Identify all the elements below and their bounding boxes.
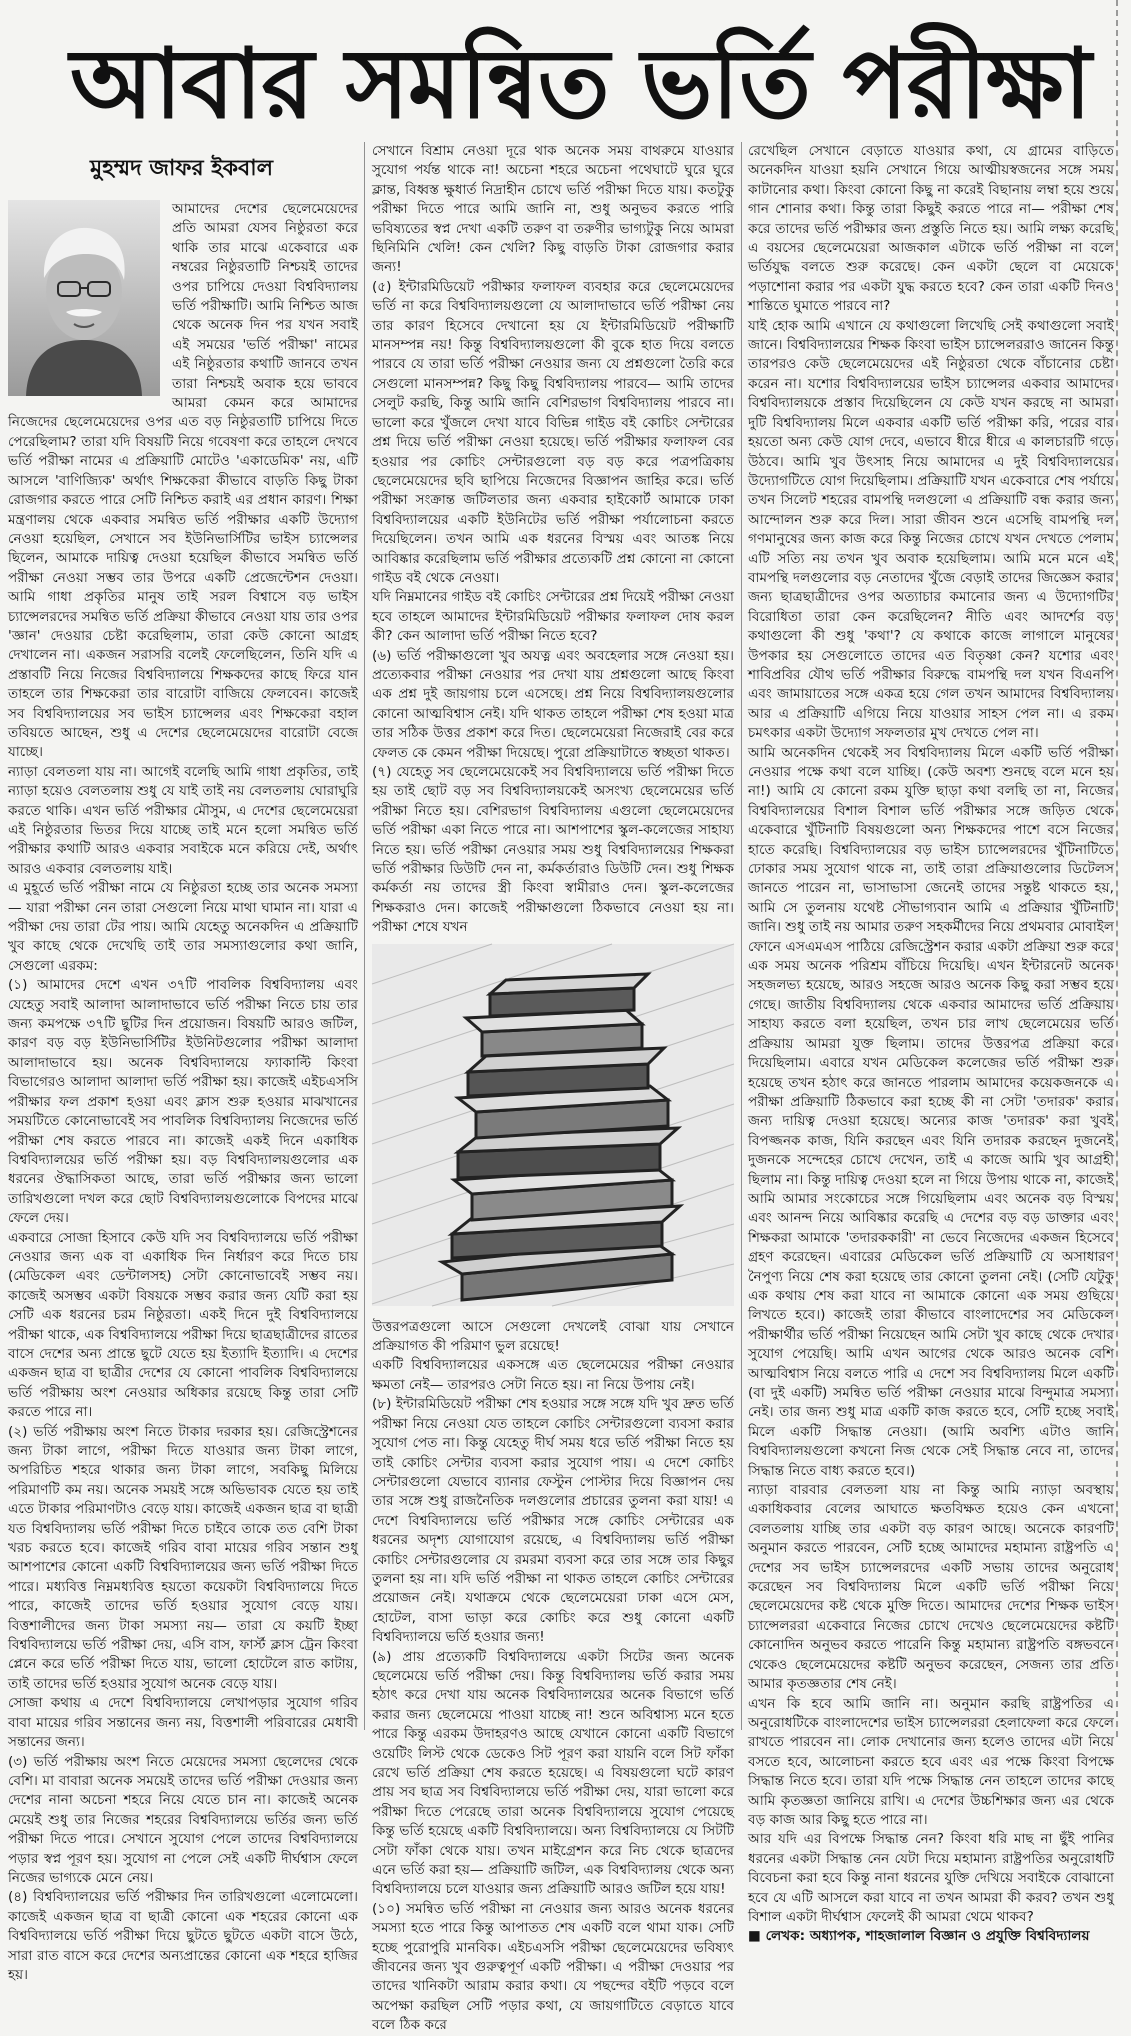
column-divider (364, 142, 365, 1730)
paragraph: রেখেছিল সেখানে বেড়াতে যাওয়ার কথা, যে গ্রামের বাড়িতে অনেকদিন যাওয়া হয়নি সেখানে গিয়ে আত্মীয়স্বজনের সঙ্গে সময় কাটানোর কথা। কিংবা কোনো কিছু না করেই বিছানায় লম্বা হয়ে শুয়ে গান শোনার কথা। কিন্তু তারা কিছুই করতে পারে না— পরীক্ষা শেষ করে তাদের ভর্তি পরীক্ষার জন্য প্রস্তুতি নিতে হয়। আমি লক্ষ্য করেছি এ বয়সের ছেলেমেয়েরা আজকাল এটাকে ভর্তি পরীক্ষা না বলে ভর্তিযুদ্ধ বলতে শুরু করেছে। কেন একটা ছেলে বা মেয়েকে পড়াশোনা করার পর একটা যুদ্ধ করতে হবে? কেন তারা একটি দিনও শান্তিতে ঘুমাতে পারবে না? (748, 143, 1114, 315)
paragraph: (৩) ভর্তি পরীক্ষায় অংশ নিতে মেয়েদের সমস্যা ছেলেদের থেকে বেশি। মা বাবারা অনেক সময়েই তাদের ভর্তি পরীক্ষা দেওয়ার জন্য দেশের নানা অচেনা শহরে নিয়ে যেতে চান না। কাজেই অনেক মেয়েই শুধু তার নিজের শহরের বিশ্ববিদ্যালয়ে ভর্তির জন্য ভর্তি পরীক্ষা দিতে পারে। সেখানে সুযোগ পেলে তাদের বিশ্ববিদ্যালয়ে পড়ার স্বপ্ন পূরণ হয়। সুযোগ না পেলে সেই একটি দীর্ঘশ্বাস ফেলে নিজের ভাগ্যকে মেনে নেয়। (8, 1753, 358, 1886)
paragraph: এখন কি হবে আমি জানি না। অনুমান করছি রাষ্ট্রপতির এ অনুরোধটিকে বাংলাদেশের ভাইস চ্যান্সেলররা হেলাফেলা করে ফেলে রাখতে পারবেন না। লোক দেখানোর জন্য হলেও তাদের এটা নিয়ে বসতে হবে, আলোচনা করতে হবে এবং এর পক্ষে কিংবা বিপক্ষে সিদ্ধান্ত নিতে হবে। তারা যদি পক্ষে সিদ্ধান্ত নেন তাহলে তাদের কাছে আমি কৃতজ্ঞতা জানিয়ে রাখি। এ দেশের উচ্চশিক্ষার জন্য এর থেকে বড় কাজ আর কিছু হতে পারে না। (748, 1695, 1114, 1828)
author-byline: মুহম্মদ জাফর ইকবাল (90, 155, 274, 181)
paragraph: উত্তরপত্রগুলো আসে সেগুলো দেখলেই বোঝা যায় সেখানে প্রক্রিয়াগত কী পরিমাণ ভুল রয়েছে! (372, 1318, 734, 1355)
paragraph: আমি অনেকদিন থেকেই সব বিশ্ববিদ্যালয় মিলে একটি ভর্তি পরীক্ষা নেওয়ার পক্ষে কথা বলে যাচ্ছি। (কেউ অবশ্য শুনছে বলে মনে হয় না!) আমি যে কোনো রকম যুক্তি ছাড়া কথা বলছি তা না, নিজের বিশ্ববিদ্যালয়ের বিশাল বিশাল ভর্তি পরীক্ষার সঙ্গে জড়িত থেকে একেবারে খুঁটিনাটি বিষয়গুলো অন্য শিক্ষকদের পাশে বসে নিজের হাতে করেছি। বিশ্ববিদ্যালয়ের বড় ভাইস চ্যান্সেলরদের খুঁটিনাটিতে ঢোকার সময় সুযোগ থাকে না, তাই তারা প্রক্রিয়াগুলোর ডিটেলস জানতে পারেন না, ভাসাভাসা জেনেই তাদের সন্তুষ্ট থাকতে হয়, আমি সে তুলনায় যথেষ্ট সৌভাগ্যবান আমি এ প্রক্রিয়ার খুঁটিনাটি জানি। শুধু তাই নয় আমার তরুণ সহকর্মীদের নিয়ে প্রথমবার মোবাইল ফোনে এসএমএস পাঠিয়ে রেজিস্ট্রেশন করার একটা প্রক্রিয়া শুরু করে এক সময় অনেক পরিশ্রম বাঁচিয়ে দিয়েছি। এখন ইন্টারনেট অনেক সহজলভ্য হয়েছে, আরও সহজে আরও অনেক কিছু করা সম্ভব হয়ে গেছে। জাতীয় বিশ্ববিদ্যালয় থেকে একবার আমাদের ভর্তি প্রক্রিয়ায় সাহায্য করতে বলা হয়েছিল, তখন চার লাখ ছেলেমেয়ের ভর্তি প্রক্রিয়ায় আমরা যুক্ত ছিলাম। তাদের উত্তরপত্র প্রক্রিয়া করে দিয়েছিলাম। এবারে যখন মেডিকেল কলেজের ভর্তি পরীক্ষা শুরু হয়েছে তখন হঠাৎ করে জানতে পারলাম আমাদের কয়েকজনকে এ পরীক্ষা প্রক্রিয়াটি ঠিকভাবে করা হচ্ছে কী না সেটা 'তদারক' করার জন্য দায়িত্ব দেওয়া হয়েছে। অন্যের কাজ 'তদারক' করা খুবই বিপজ্জনক কাজ, যিনি করছেন এবং যিনি তদারক করছেন দুজনেই দুজনকে সন্দেহের চোখে দেখেন, তাই এ কাজে আমি খুব আগ্রহী ছিলাম না। কিন্তু দায়িত্ব দেওয়া হলে না গিয়ে উপায় থাকে না, কাজেই আমি আমার সংকোচের সঙ্গে গিয়েছিলাম এবং অনেক বড় বিস্ময় এবং আনন্দ নিয়ে আবিষ্কার করেছি এ দেশের বড় বড় ডাক্তার এবং শিক্ষকরা আমাকে 'তদারককারী' না ভেবে নিজেদের একজন হিসেবে গ্রহণ করেছেন। এবারের মেডিকেল ভর্তি প্রক্রিয়াটি যে অসাধারণ নৈপুণ্য নিয়ে শেষ করা হয়েছে তার কোনো তুলনা নেই। (সেটি যেটুকু এক কথায় শেষ করা যাবে না আমাকে কোনো এক সময় গুছিয়ে লিখতে হবে।) কাজেই তারা কীভাবে বাংলাদেশের সব মেডিকেল পরীক্ষার্থীর ভর্তি পরীক্ষা নিয়েছেন আমি সেটা খুব কাছে থেকে দেখার সুযোগ পেয়েছি। আমি এখন আগের থেকে আরও অনেক বেশি আত্মবিশ্বাস নিয়ে বলতে পারি এ দেশে সব বিশ্ববিদ্যালয় মিলে একটি (বা দুই একটি) সমন্বিত ভর্তি পরীক্ষা নেওয়ার মাঝে বিন্দুমাত্র সমস্যা নেই। তার জন্য শুধু মাত্র একটি কাজ করতে হবে, সেটি হচ্ছে সবাই মিলে একটি সিদ্ধান্ত নেওয়া। (আমি অবশ্যি এটাও জানি বিশ্ববিদ্যালয়গুলো কখনো নিজ থেকে সেই সিদ্ধান্ত নেবে না, তাদের সিদ্ধান্ত নিতে বাধ্য করতে হবে।) (748, 744, 1115, 1479)
paragraph: (৬) ভর্তি পরীক্ষাগুলো খুব অযত্ন এবং অবহেলার সঙ্গে নেওয়া হয়। প্রত্যেকবার পরীক্ষা নেওয়ার পর দেখা যায় প্রশ্নগুলো আছে কিংবা এক প্রশ্ন দুই জায়গায় চলে এসেছে। প্রশ্ন নিয়ে বিশ্ববিদ্যালয়গুলোর কোনো আত্মবিশ্বাস নেই। যদি থাকত তাহলে পরীক্ষা শেষ হওয়া মাত্র তার সঠিক উত্তর প্রকাশ করে দিত। ছেলেমেয়েরা নিজেরাই বের করে ফেলত কে কেমন পরীক্ষা দিয়েছে। পুরো প্রক্রিয়াটাতে স্বচ্ছতা থাকত। (372, 647, 734, 761)
paragraph: (১) আমাদের দেশে এখন ৩৭টি পাবলিক বিশ্ববিদ্যালয় এবং যেহেতু সবাই আলাদা আলাদাভাবে ভর্তি পরীক্ষা নিতে চায় তার জন্য কমপক্ষে ৩৭টি ছুটির দিন প্রয়োজন। বিষয়টি আরও জটিল, কারণ বড় বড় ইউনিভার্সিটির ইউনিটগুলোর পরীক্ষা আলাদা আলাদাভাবে হয়। অনেক বিশ্ববিদ্যালয়ে ফ্যাকাল্টি কিংবা বিভাগেরও আলাদা আলাদা ভর্তি পরীক্ষা হয়। কাজেই এইচএসসি পরীক্ষার ফল প্রকাশ হওয়া এবং ক্লাস শুরু হওয়ার মাঝখানের সময়টিতে কোনোভাবেই সব পাবলিক বিশ্ববিদ্যালয় নিজেদের ভর্তি পরীক্ষা শেষ করতে পারবে না। কাজেই একই দিনে একাধিক বিশ্ববিদ্যালয়ের ভর্তি পরীক্ষা হয়। বড় বিশ্ববিদ্যালয়গুলোর এক ধরনের ঔদ্ধাসিকতা আছে, তারা ভর্তি পরীক্ষার জন্য ভালো তারিখগুলো দখল করে ছোট বিশ্ববিদ্যালয়গুলোকে বিপদের মাঝে ফেলে দেয়। (8, 977, 358, 1227)
article-column-1 (8, 200, 358, 1983)
page-edge-rule (1116, 0, 1118, 1737)
paragraph: সোজা কথায় এ দেশে বিশ্ববিদ্যালয়ে লেখাপড়ার সুযোগ গরিব বাবা মায়ের গরিব সন্তানের জন্য নয়, বিত্তশালী পরিবারের মেধাবী সন্তানের জন্য। (8, 1695, 358, 1751)
stack-of-books-illustration (372, 944, 734, 1306)
paragraph: (৫) ইন্টারমিডিয়েট পরীক্ষার ফলাফল ব্যবহার করে ছেলেমেয়েদের ভর্তি না করে বিশ্ববিদ্যালয়গুলো যে আলাদাভাবে ভর্তি পরীক্ষা নেয় তার কারণ হিসেবে দেখানো হয় যে ইন্টারমিডিয়েট পরীক্ষাটি মানসম্পন্ন নয়! কিন্তু বিশ্ববিদ্যালয়গুলো কী বুকে হাত দিয়ে বলতে পারবে যে তারা ভর্তি পরীক্ষা নেওয়ার জন্য যে প্রশ্নগুলো তৈরি করে সেগুলো মানসম্পন্ন? কিছু কিছু বিশ্ববিদ্যালয় পারবে— আমি তাদের সেলুট করছি, কিন্তু আমি জানি বেশিরভাগ বিশ্ববিদ্যালয় পারবে না। ভালো করে খুঁজলে দেখা যাবে বিভিন্ন গাইড বই কোচিং সেন্টারের প্রশ্ন দিয়ে ভর্তি পরীক্ষা নেওয়া হয়েছে। ভর্তি পরীক্ষার ফলাফল বের হওয়ার পর কোচিং সেন্টারগুলো বড় বড় করে পত্রপত্রিকায় ছেলেমেয়েদের ছবি ছাপিয়ে নিজেদের বিজ্ঞাপন জাহির করে। ভর্তি পরীক্ষা সংক্রান্ত জটিলতার জন্য একবার হাইকোর্ট আমাকে ঢাকা বিশ্ববিদ্যালয়ের একটি ইউনিটের ভর্তি পরীক্ষা পর্যালোচনা করতে দিয়েছিলেন। তখন আমি এক ধরনের বিস্ময় এবং আতঙ্ক নিয়ে আবিষ্কার করেছিলাম ভর্তি পরীক্ষার প্রত্যেকটি প্রশ্ন কোনো না কোনো গাইড বই থেকে নেওয়া। (372, 278, 734, 586)
paragraph: একবারে সোজা হিসাবে কেউ যদি সব বিশ্ববিদ্যালয়ে ভর্তি পরীক্ষা নেওয়ার জন্য এক বা একাধিক দিন নির্ধারণ করে দিতে চায় (মেডিকেল এবং ডেন্টালসহ) সেটা কোনোভাবেই সম্ভব নয়। কাজেই অসম্ভব একটা বিষয়কে সম্ভব করার জন্য যেটি করা হয় সেটি এক ধরনের চরম নিষ্ঠুরতা। একই দিনে দুই বিশ্ববিদ্যালয়ে পরীক্ষা থাকে, এক বিশ্ববিদ্যালয়ে পরীক্ষা দিয়ে ছাত্রছাত্রীদের রাতের বাসে দেশের অন্য প্রান্তে ছুটে যেতে হয় ইত্যাদি ইত্যাদি। এ দেশের একজন ছাত্র বা ছাত্রীর দেশের যে কোনো পাবলিক বিশ্ববিদ্যালয়ে ভর্তি পরীক্ষায় অংশ নেওয়ার অধিকার রয়েছে কিন্তু তারা সেটি করতে পারে না। (8, 1229, 358, 1421)
author-note: ■ লেখক: অধ্যাপক, শাহজালাল বিজ্ঞান ও প্রযুক্তি বিশ্ববিদ্যালয় (748, 1928, 1090, 1945)
article-headline: আবার সমন্বিত ভর্তি পরীক্ষা (70, 27, 1091, 140)
paragraph: (২) ভর্তি পরীক্ষায় অংশ নিতে টাকার দরকার হয়। রেজিস্ট্রেশনের জন্য টাকা লাগে, পরীক্ষা দিতে যাওয়ার জন্য টাকা লাগে, অপরিচিত শহরে থাকার জন্য টাকা লাগে, সবকিছু মিলিয়ে পরিমাণটি কম নয়। অনেক সময়ই সঙ্গে অভিভাবক যেতে হয় তাই এতে টাকার পরিমাণটাও বেড়ে যায়। কাজেই একজন ছাত্র বা ছাত্রী যত বিশ্ববিদ্যালয় ভর্তি পরীক্ষা দিতে চাইবে তাকে তত বেশি টাকা খরচ করতে হবে। কাজেই গরিব বাবা মায়ের গরিব সন্তান শুধু আশপাশের কোনো একটি বিশ্ববিদ্যালয়ের জন্য ভর্তি পরীক্ষা দিতে পারে। মধ্যবিত্ত নিম্নমধ্যবিত্ত হয়তো কয়েকটা বিশ্ববিদ্যালয়ে দিতে পারে, কাজেই তাদের ভর্তি হওয়ার সুযোগ বেড়ে যায়। বিত্তশালীদের জন্য টাকা সমস্যা নয়— তারা যে কয়টি ইচ্ছা বিশ্ববিদ্যালয়ে ভর্তি পরীক্ষা দেয়, এসি বাস, ফার্স্ট ক্লাস ট্রেন কিংবা প্লেনে করে ভর্তি পরীক্ষা দিতে যায়, ভালো হোটেলে রাত কাটায়, তাই তাদের ভর্তি হওয়ার সুযোগ অনেক বেড়ে যায়। (8, 1423, 358, 1692)
paragraph: সেখানে বিশ্রাম নেওয়া দূরে থাক অনেক সময় বাথরুমে যাওয়ার সুযোগ পর্যন্ত থাকে না! অচেনা শহরে অচেনা পথেঘাটে ঘুরে ঘুরে ক্লান্ত, বিধ্বস্ত ক্ষুধার্ত নিদ্রাহীন চোখে ভর্তি পরীক্ষা দিতে যায়। কতটুকু পরীক্ষা দিতে পারে আমি জানি না, শুধু অনুভব করতে পারি ভবিষ্যতের স্বপ্ন দেখা একটি তরুণ বা তরুণীর ভাগ্যটুকু নিয়ে আমরা ছিনিমিনি খেলি! কেন খেলি? কিছু বাড়তি টাকা রোজগার করার জন্য! (372, 143, 734, 276)
paragraph: যদি নিম্নমানের গাইড বই কোচিং সেন্টারের প্রশ্ন দিয়েই পরীক্ষা নেওয়া হবে তাহলে আমাদের ইন্টারমিডিয়েট পরীক্ষার ফলাফল দোষ করল কী? কেন আলাদা ভর্তি পরীক্ষা নিতে হবে? (372, 589, 734, 645)
paragraph: (৭) যেহেতু সব ছেলেমেয়েকেই সব বিশ্ববিদ্যালয়ে ভর্তি পরীক্ষা দিতে হয় তাই ছোট বড় সব বিশ্ববিদ্যালয়কেই অসংখ্য ছেলেমেয়ের ভর্তি পরীক্ষা নিতে হয়। বেশিরভাগ বিশ্ববিদ্যালয় এগুলো ছেলেমেয়েদের ভর্তি পরীক্ষা একা নিতে পারে না। আশপাশের স্কুল-কলেজের সাহায্য নিতে হয়। ভর্তি পরীক্ষা নেওয়ার সময় শুধু বিশ্ববিদ্যালয়ের শিক্ষকরা ভর্তি পরীক্ষার ডিউটি দেন না, কর্মকর্তারাও ডিউটি দেন। শুধু শিক্ষক কর্মকর্তা নয় তাদের স্ত্রী কিংবা স্বামীরাও দেন। স্কুল-কলেজের শিক্ষকরাও দেন। কাজেই পরীক্ষাগুলো ঠিকভাবে নেওয়া হয় না। পরীক্ষা শেষে যখন (372, 764, 734, 936)
article-column-2 (372, 142, 734, 2034)
paragraph: এ মুহূর্তে ভর্তি পরীক্ষা নামে যে নিষ্ঠুরতা হচ্ছে তার অনেক সমস্যা— যারা পরীক্ষা নেন তারা সেগুলো নিয়ে মাথা ঘামান না। যারা এ পরীক্ষা দেয় তারা টের পায়। আমি যেহেতু অনেকদিন এ প্রক্রিয়াটি খুব কাছে থেকে দেখেছি তাই তার সমস্যাগুলোর কথা জানি, সেগুলো এরকম: (8, 880, 358, 974)
paragraph: আর যদি এর বিপক্ষে সিদ্ধান্ত নেন? কিংবা ধরি মাছ না ছুঁই পানির ধরনের একটা সিদ্ধান্ত নেন যেটা দিয়ে মহামান্য রাষ্ট্রপতির অনুরোধটি বিবেচনা করা হবে কিন্তু নানা ধরনের যুক্তি দেখিয়ে সবাইকে বোঝানো হবে যে এটি আসলে করা যাবে না তখন আমরা কী করব? তখন শুধু বিশাল একটা দীর্ঘশ্বাস ফেলেই কী আমরা থেমে থাকব? (748, 1831, 1114, 1925)
paragraph: একটি বিশ্ববিদ্যালয়ের একসঙ্গে এত ছেলেমেয়ের পরীক্ষা নেওয়ার ক্ষমতা নেই— তারপরও সেটা নিতে হয়। না নিয়ে উপায় নেই। (372, 1357, 734, 1393)
paragraph: যাই হোক আমি এখানে যে কথাগুলো লিখেছি সেই কথাগুলো সবাই জানে। বিশ্ববিদ্যালয়ের শিক্ষক কিংবা ভাইস চ্যান্সেলররাও জানেন কিন্তু তারপরও কেউ ছেলেমেয়েদের এই নিষ্ঠুরতা থেকে বাঁচানোর চেষ্টা করেন না। যশোর বিশ্ববিদ্যালয়ের ভাইস চ্যান্সেলর একবার আমাদের বিশ্ববিদ্যালয়কে প্রস্তাব দিয়েছিলেন যে কেউ যখন করছে না আমরা দুটি বিশ্ববিদ্যালয় মিলে একবার একটি ভর্তি পরীক্ষা করি, পরের বার হয়তো অন্য কেউ যোগ দেবে, এভাবে ধীরে ধীরে এ কালচারটি গড়ে উঠবে। আমি খুব উৎসাহ নিয়ে আমাদের এ দুই বিশ্ববিদ্যালয়ের উদ্যোগটিতে যোগ দিয়েছিলাম। প্রক্রিয়াটি যখন একেবারে শেষ পর্যায়ে তখন সিলেট শহরের বামপন্থি দলগুলো এ প্রক্রিয়াটি বন্ধ করার জন্য আন্দোলন শুরু করে দিল। সারা জীবন শুনে এসেছি বামপন্থি দল গণমানুষের জন্য কাজ করে কিন্তু নিজের চোখে যখন দেখতে পেলাম এটি সত্যি নয় তখন খুব অবাক হয়েছিলাম। আমি মনে মনে এই বামপন্থি দলগুলোর বড় নেতাদের খুঁজে বেড়াই তাদের জিজ্ঞেস করার জন্য ছাত্রছাত্রীদের ওপর অত্যাচার কমানোর জন্য এ উদ্যোগটির বিরোধিতা তারা কেন করেছিলেন? নীতি এবং আদর্শের বড় কথাগুলো কী শুধু 'কথা'? যে কথাকে কাজে লাগালে মানুষের উপকার হয় সেগুলোতে তাদের এত বিতৃষ্ণা কেন? যশোর এবং শাবিপ্রবির যৌথ ভর্তি পরীক্ষার বিরুদ্ধে বামপন্থি দল যখন বিএনপি এবং জামায়াতের সঙ্গে একত্র হয়ে গেল তখন আমাদের বিশ্ববিদ্যালয় আর এ প্রক্রিয়াটি এগিয়ে নিয়ে যাওয়ার সাহস পেল না। এ রকম চমৎকার একটা উদ্যোগ সফলতার মুখ দেখতে পেল না। (748, 317, 1114, 742)
paragraph: (১০) সমন্বিত ভর্তি পরীক্ষা না নেওয়ার জন্য আরও অনেক ধরনের সমস্যা হতে পারে কিন্তু আপাতত শেষ একটি বলে থামা যাক। সেটি হচ্ছে পুরোপুরি মানবিক। এইচএসসি পরীক্ষা ছেলেমেয়েদের ভবিষ্যৎ জীবনের জন্য খুব গুরুত্বপূর্ণ একটি পরীক্ষা। এ পরীক্ষা দেওয়ার পর তাদের খানিকটা আরাম করার কথা। যে পছন্দের বইটি পড়বে বলে অপেক্ষা করছিল সেটি পড়ার কথা, যে জায়গাটিতে বেড়াতে যাবে বলে ঠিক করে (372, 1900, 734, 2034)
article-column-3 (748, 142, 1115, 1945)
paragraph: (৮) ইন্টারমিডিয়েট পরীক্ষা শেষ হওয়ার সঙ্গে সঙ্গে যদি খুব দ্রুত ভর্তি পরীক্ষা নিয়ে নেওয়া যেত তাহলে কোচিং সেন্টারগুলো ব্যবসা করার সুযোগ পেত না। কিন্তু যেহেতু দীর্ঘ সময় ধরে ভর্তি পরীক্ষা নিতে হয় তাই কোচিং সেন্টার ব্যবসা করার সুযোগ পায়। এ দেশে কোচিং সেন্টারগুলো যেভাবে ব্যানার ফেস্টুন পোস্টার দিয়ে বিজ্ঞাপন দেয় তার সঙ্গে শুধু রাজনৈতিক দলগুলোর প্রচারের তুলনা করা যায়! এ দেশে বিশ্ববিদ্যালয়ে ভর্তি পরীক্ষার সঙ্গে কোচিং সেন্টারের এক ধরনের অদৃশ্য যোগাযোগ রয়েছে, এ বিশ্ববিদ্যালয় ভর্তি পরীক্ষা কোচিং সেন্টারগুলোর যে রমরমা ব্যবসা করে তার সঙ্গে তার কিছুর তুলনা হয় না। যদি ভর্তি পরীক্ষা না থাকত তাহলে কোচিং সেন্টারের প্রয়োজন নেই। যথাক্রমে থেকে ছেলেমেয়েরা ঢাকা এসে মেস, হোটেল, বাসা ভাড়া করে কোচিং করে শুধু কোনো একটি বিশ্ববিদ্যালয়ে ভর্তি হওয়ার জন্য! (372, 1396, 734, 1646)
illustration-frame (372, 944, 734, 1312)
paragraph: ন্যাড়া বারবার বেলতলা যায় না কিন্তু আমি ন্যাড়া অবস্থায় একাধিকবার বেলের আঘাতে ক্ষতবিক্ষত হয়েও কেন এখনো বেলতলায় যাচ্ছি তার একটা বড় কারণ আছে। অনেকে কারণটি অনুমান করতে পারবেন, সেটি হচ্ছে আমাদের মহামান্য রাষ্ট্রপতি এ দেশের সব ভাইস চ্যান্সেলরদের একটি সভায় তাদের অনুরোধ করেছেন সব বিশ্ববিদ্যালয় মিলে একটি ভর্তি পরীক্ষা নিয়ে ছেলেমেয়েদের কষ্ট থেকে মুক্তি দিতে। আমাদের দেশের শিক্ষক ভাইস চ্যান্সেলররা একেবারে নিজের চোখে দেখেও ছেলেমেয়েদের কষ্টটি কোনোদিন অনুভব করতে পারেনি কিন্তু মহামান্য রাষ্ট্রপতি বঙ্গভবনে থেকেও ছেলেমেয়েদের কষ্টটি অনুভব করেছেন, সেজন্য তার প্রতি আমার কৃতজ্ঞতার শেষ নেই। (748, 1482, 1114, 1693)
portrait-frame (8, 200, 166, 400)
author-portrait (8, 200, 160, 396)
paragraph: (৯) প্রায় প্রত্যেকটি বিশ্ববিদ্যালয়ে একটা সিটের জন্য অনেক ছেলেমেয়ে ভর্তি পরীক্ষা দেয়। কিন্তু বিশ্ববিদ্যালয় ভর্তি করার সময় হঠাৎ করে দেখা যায় অনেক বিশ্ববিদ্যালয়ের অনেক বিভাগে ভর্তি করার জন্য ছেলেমেয়ে পাওয়া যাচ্ছে না! শুনে অবিশ্বাস্য মনে হতে পারে কিন্তু এরকম উদাহরণও আছে যেখানে কোনো একটি বিভাগে ওয়েটিং লিস্ট থেকে ডেকেও সিট পূরণ করা যায়নি বলে সিট ফাঁকা রেখে ভর্তি প্রক্রিয়া শেষ করতে হয়েছে। এ বিষয়গুলো ঘটে কারণ প্রায় সব ছাত্র সব বিশ্ববিদ্যালয়ে ভর্তি পরীক্ষা দেয়, যারা ভালো করে পরীক্ষা দিতে পেরেছে তারা অনেক বিশ্ববিদ্যালয়ে সুযোগ পেয়েছে কিন্তু ভর্তি হয়েছে একটি বিশ্ববিদ্যালয়ে। অন্য বিশ্ববিদ্যালয়ে যে সিটটি সেটা ফাঁকা থেকে যায়। তখন মাইগ্রেশন করে নিচ থেকে ছাত্রদের এনে ভর্তি করা হয়— প্রক্রিয়াটি জটিল, এক বিশ্ববিদ্যালয় থেকে অন্য বিশ্ববিদ্যালয়ে চলে যাওয়ার জন্য প্রক্রিয়াটি আরও জটিল হয়ে যায়! (372, 1648, 734, 1898)
paragraph: (৪) বিশ্ববিদ্যালয়ের ভর্তি পরীক্ষার দিন তারিখগুলো এলোমেলো। কাজেই একজন ছাত্র বা ছাত্রী কোনো এক শহরের কোনো এক বিশ্ববিদ্যালয়ে ভর্তি পরীক্ষা দিয়ে ছুটতে ছুটতে একটা বাসে উঠে, সারা রাত বাসে করে দেশের অন্যপ্রান্তের কোনো এক শহরে হাজির হয়। (8, 1889, 358, 1983)
paragraph: আমাদের দেশের ছেলেমেয়েদের প্রতি আমরা যেসব নিষ্ঠুরতা করে থাকি তার মাঝে একেবারে এক নম্বরের নিষ্ঠুরতাটি নিশ্চয়ই তাদের ওপর চাপিয়ে দেওয়া বিশ্ববিদ্যালয় ভর্তি পরীক্ষাটি। আমি নিশ্চিত আজ থেকে অনেক দিন পর যখন সবাই এই সময়ের 'ভর্তি পরীক্ষা' নামের এই নিষ্ঠুরতার কথাটি জানবে তখন তারা নিশ্চয়ই অবাক হয়ে ভাববে আমরা কেমন করে আমাদের নিজেদের ছেলেমেয়েদের ওপর এত বড় নিষ্ঠুরতাটি চাপিয়ে দিতে পেরেছিলাম? তারা যদি বিষয়টি নিয়ে গবেষণা করে তাহলে দেখবে ভর্তি পরীক্ষা নামের এ প্রক্রিয়াটি মোটেও 'একাডেমিক' নয়, এটি আসলে 'বাণিজ্যিক' অর্থাৎ শিক্ষকেরা কীভাবে বাড়তি কিছু টাকা রোজগার করতে পারে সেটি নিশ্চিত করাই এর প্রধান কারণ। শিক্ষা মন্ত্রণালয় থেকে একবার সমন্বিত ভর্তি পরীক্ষার একটি উদ্যোগ নেওয়া হয়েছিল, সেখানে সব ইউনিভার্সিটির ভাইস চ্যান্সেলর ছিলেন, আমাকে দায়িত্ব দেওয়া হয়েছিল কীভাবে সমন্বিত ভর্তি পরীক্ষা নেওয়া সম্ভব তার উপরে একটি প্রেজেন্টেশন দেওয়া। আমি গাধা প্রকৃতির মানুষ তাই সরল বিশ্বাসে বড় ভাইস চ্যান্সেলরদের সমন্বিত ভর্তি প্রক্রিয়া কীভাবে নেওয়া যায় তার ওপর 'জ্ঞান' দেওয়ার চেষ্টা করেছিলাম, তারা কেউ কোনো আগ্রহ দেখালেন না। একজন সরাসরি বলেই ফেলেছিলেন, তিনি যদি এ প্রস্তাবটি নিয়ে নিজের বিশ্ববিদ্যালয়ে শিক্ষকদের কাছে ফিরে যান তাহলে তার শিক্ষকেরা তার বারোটা বাজিয়ে ফেলবেন। কাজেই সব বিশ্ববিদ্যালয়ের সব ভাইস চ্যান্সেলর এবং শিক্ষকেরা বহাল তবিয়তে আছেন, শুধু এ দেশের ছেলেমেয়েদের বারোটা বেজে যাচ্ছে। (8, 201, 358, 761)
column-divider (741, 142, 742, 1730)
paragraph: ন্যাড়া বেলতলা যায় না। আগেই বলেছি আমি গাধা প্রকৃতির, তাই ন্যাড়া হয়েও বেলতলায় শুধু যে যাই তাই নয় বেলতলায় ঘোরাঘুরি করতে থাকি। এখন ভর্তি পরীক্ষার মৌসুম, এ দেশের ছেলেমেয়েরা এই নিষ্ঠুরতার ভিতর দিয়ে যাচ্ছে তাই মনে হলো সমন্বিত ভর্তি পরীক্ষার কথাটি আরও একবার সবাইকে মনে করিয়ে দেই, অর্থাৎ আরও একবার বেলতলায় যাই। (8, 763, 358, 877)
